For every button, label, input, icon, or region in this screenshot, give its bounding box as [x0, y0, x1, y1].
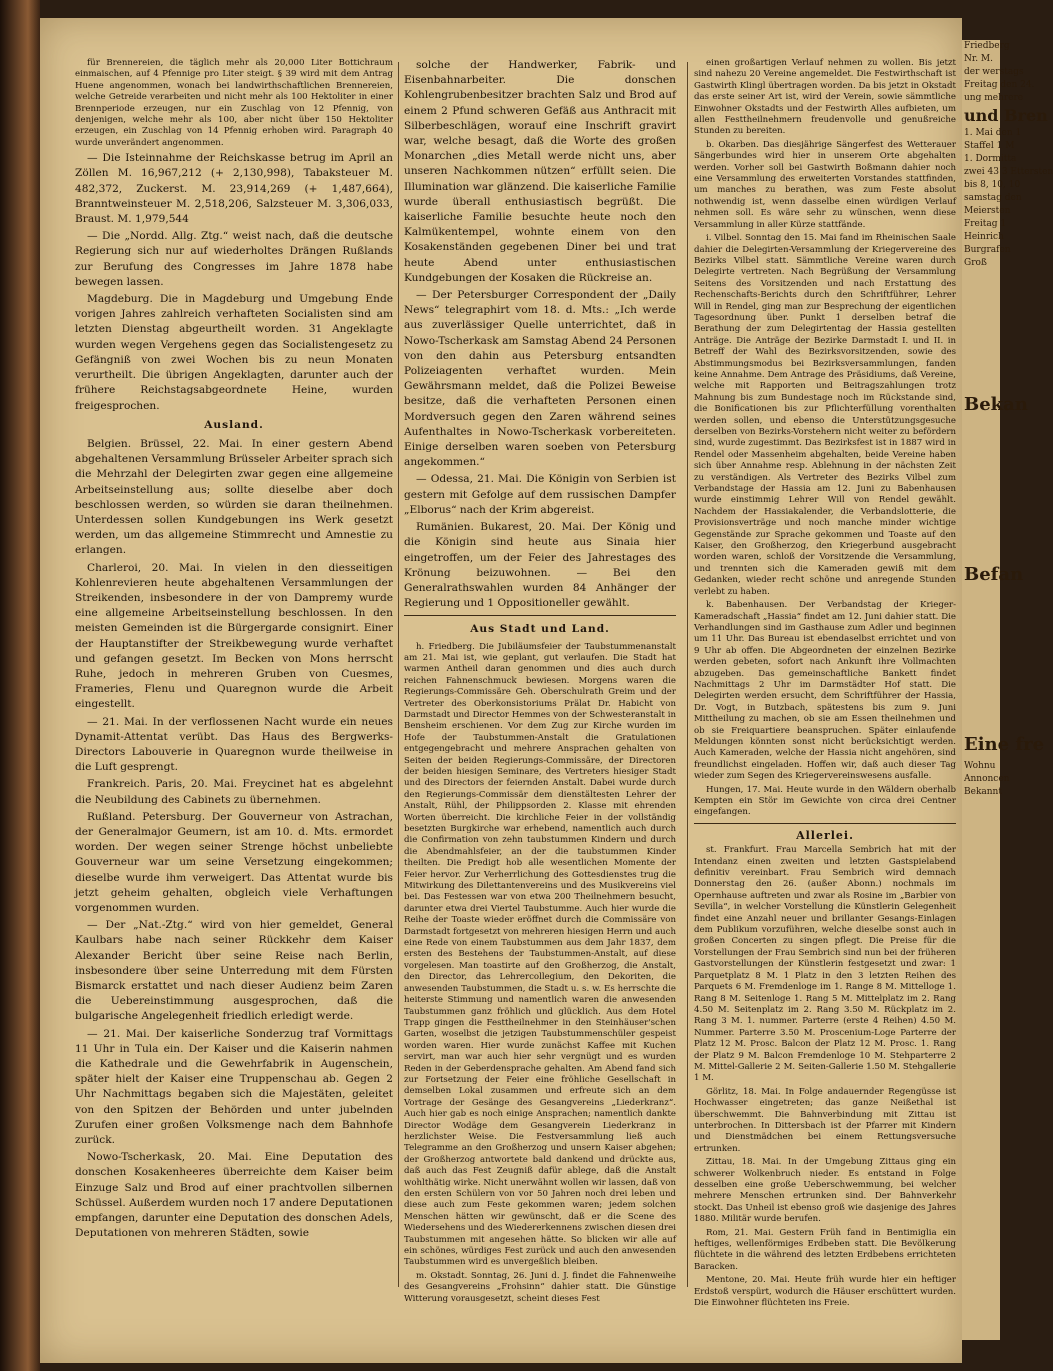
article-text: Zittau, 18. Mai. In der Umgebung Zittaus ging ein schwerer Wolkenbruch nieder. Es entstand in Folge desselben eine große Ueberschwemmung, bei welcher mehrere Menschen ertrunken sind. Der Bahnverkehr stockt. Das Unheil ist ebenso groß wie dasjenige des Jahres 1880. Militär wurde berufen.: [694, 1157, 956, 1225]
article-text: Frankreich. Paris, 20. Mai. Freycinet hat es abgelehnt die Neubildung des Cabinets zu übernehmen.: [75, 778, 393, 806]
article-text: Hungen, 17. Mai. Heute wurde in den Wäldern oberhalb Kempten ein Stör im Gewichte von circa drei Centner eingefangen.: [694, 784, 956, 818]
article-text: — 21. Mai. In der verflossenen Nacht wurde ein neues Dynamit-Attentat verübt. Das Haus des Bergwerks-Directors Labouverie in Quaregnon wurde theilweise in die Luft gesprengt.: [75, 715, 393, 774]
column-1: [75, 58, 393, 1243]
article-text: i. Vilbel. Sonntag den 15. Mai fand im Rheinischen Saale dahier die Delegirten-Versammlung der Kriegervereine des Bezirks Vilbel statt. Sämmtliche Vereine waren durch Delegirte vertreten. Nach Begrüßung der Versammlung Seitens des Vorsitzenden und nach Erstattung des Rechenschafts-Berichts durch den Schriftführer, Lehrer Will in Rendel, ging man zur Besprechung der eigentlichen Tagesordnung über. Punkt 1 derselben betraf die Berathung der zum Delegirtentag der Hassia gestellten Anträge. Die Anträge der Bezirke Darmstadt I. und II. in Betreff der Wahl des Bezirksvorsitzenden, sowie des Abstimmungsmodus bei Bezirksversammlungen, fanden keine Annahme. Dem Antrage des Präsidiums, daß Vereine, welche mit Rapporten und Beitragszahlungen trotz Mahnung bis zum Bundestage noch im Rückstande sind, die Bonificationen bis zur Pflichterfüllung vorenthalten werden sollen, und ebenso die Unterstützungsgesuche derselben von Bezirks-Vorstehern nicht weiter zu befördern sind, wurde zugestimmt. Das Bezirksfest ist in 1887 wird in Rendel oder Massenheim abgehalten, beide Vereine haben sich über Annahme resp. Ablehnung in der nächsten Zeit zu verständigen. Als Vertreter des Bezirks Vilbel zum Verbandstage der Hassia am 12. Juni zu Babenhausen wurde einstimmig Lehrer Will von Rendel gewählt. Nachdem der Hassiakalender, die Verbandslotterie, die Provisionsverträge und noch manche minder wichtige Gegenstände zur Sprache gekommen und Toaste auf den Kaiser, den Großherzog, den Kriegerbund ausgebracht worden waren, schloß der Vorsitzende die Versammlung, und trennten sich die Kameraden gewiß mit dem Gedanken, wieder recht schöne und anregende Stunden verlebt zu haben.: [694, 233, 956, 597]
article-text: — Odessa, 21. Mai. Die Königin von Serbien ist gestern mit Gefolge auf dem russischen Dampfer „Elborus“ nach der Krim abgereist.: [404, 473, 676, 516]
book-spine: [0, 0, 40, 1371]
margin-fragment: Burgrafen: [964, 245, 1011, 255]
margin-fragment: Friedberg: [964, 41, 1010, 51]
margin-fragment: Bekan: [964, 394, 1028, 415]
article-text: Rom, 21. Mai. Gestern Früh fand in Bentimiglia ein heftiges, wellenförmiges Erdbeben statt. Die Bevölkerung flüchtete in die während des letzten Erdbebens errichteten Baracken.: [694, 1227, 956, 1272]
margin-fragment: 1. Dormitta: [964, 154, 1017, 164]
margin-fragment: Freitag den 24.: [964, 80, 1035, 90]
adjacent-page-edge: [962, 40, 1053, 1340]
margin-fragment: Freitag 1: [964, 219, 1007, 229]
article-text: Charleroi, 20. Mai. In vielen in den diesseitigen Kohlenrevieren heute abgehaltenen Versammlungen der Streikenden, insbesondere in der von Dampremy wurde eine allgemeine Arbeitseinstellung beschlossen. In den meisten Gemeinden ist die Bürgergarde consignirt. Einer der Hauptanstifter der Streikbewegung wurde verhaftet und gefangen gesetzt. Im Becken von Mons herrscht Ruhe, jedoch in mehreren Gruben von Cuesmes, Frameries, Flenu und Quaregnon wurde die Arbeit eingestellt.: [75, 561, 393, 711]
article-text: solche der Handwerker, Fabrik- und Eisenbahnarbeiter. Die donschen Kohlengrubenbesitzer brachten Salz und Brod auf einem 2 Pfund schweren Gefäß aus Anthracit mit Silberbeschlägen, worauf eine Inschrift gravirt war, welche besagt, daß die Worte des großen Monarchen „dies Metall werde nicht uns, aber unseren Nachkommen nützen“ erfüllt seien. Die Illumination war glänzend. Die kaiserliche Familie wurde überall enthusiastisch begrüßt. Die kaiserliche Familie besuchte heute noch den Kalmükentempel, wohnte einem von den Kosakenständen gegebenen Diner bei und trat heute Abend unter enthusiastischen Kundgebungen der Kosaken die Rückreise an.: [404, 59, 676, 284]
article-text: Magdeburg. Die in Magdeburg und Umgebung Ende vorigen Jahres zahlreich verhafteten Socialisten sind am letzten Dienstag abgeurtheilt worden. 31 Angeklagte wurden wegen Vergehens gegen das Socialistengesetz zu Gefängniß von zwei Wochen bis zu neun Monaten verurtheilt. Die übrigen Angeklagten, darunter auch der frühere Reichstagsabgeordnete Heine, wurden freigesprochen.: [75, 293, 393, 412]
margin-fragment: 1. Mai den 1: [964, 128, 1022, 138]
article-text: Rumänien. Bukarest, 20. Mai. Der König und die Königin sind heute aus Sinaia hier eingetroffen, um der Feier des Jahrestages des Krönung beizuwohnen. — Bei den Generalrathswahlen wurden 84 Anhänger der Regierung und 1 Oppositioneller gewählt.: [404, 521, 676, 610]
article-text: k. Babenhausen. Der Verbandstag der Krieger-Kameradschaft „Hassia“ findet am 12. Juni dahier statt. Die Verhandlungen sind im Gasthause zum Adler und beginnen um 11 Uhr. Das Bureau ist ebendaselbst errichtet und von 9 Uhr ab offen. Die Abgeordneten der einzelnen Bezirke werden gebeten, sofort nach Ankunft ihre Vollmachten abzugeben. Das gemeinschaftliche Bankett findet Nachmittags 2 Uhr im Darmstädter Hof statt. Die Delegirten werden ersucht, dem Schriftführer der Hassia, Dr. Vogt, in Butzbach, spätestens bis zum 9. Juni Mittheilung zu machen, ob sie am Essen theilnehmen und ob sie Freiquartiere beanspruchen. Später einlaufende Meldungen könnten sonst nicht berücksichtigt werden. Auch Kameraden, welche der Hassia nicht angehören, sind freundlichst eingeladen. Hoffen wir, daß auch dieser Tag wieder zum Segen des Kriegervereinswesens ausfalle.: [694, 600, 956, 782]
margin-fragment: der werstags: [964, 67, 1024, 77]
column-divider: [398, 62, 399, 1287]
article-text: — Der Petersburger Correspondent der „Daily News“ telegraphirt vom 18. d. Mts.: „Ich werde aus zuverlässiger Quelle unterrichtet, daß in Nowo-Tscherkask am Samstag Abend 24 Personen von den dahin aus Petersburg entsandten Polizeiagenten verhaftet wurden. Mein Gewährsmann meldet, daß die Polizei Beweise besitze, daß die verhafteten Personen einen Mordversuch gegen den Zaren während seines Aufenthaltes in Nowo-Tscherkask vorbereiteten. Einige derselben waren soeben von Petersburg angekommen.“: [404, 289, 676, 469]
margin-fragment: Annoncen: [964, 774, 1010, 784]
margin-fragment: Nr. M.: [964, 54, 993, 64]
margin-fragment: Heinrich: [964, 232, 1004, 242]
margin-fragment: samstag den: [964, 193, 1022, 203]
article-text: b. Okarben. Das diesjährige Sängerfest des Wetterauer Sängerbundes wird hier in unserem Orte abgehalten werden. Vorher soll bei Gastwirth Boßmann dahier noch eine Versammlung des erweiterten Vorstandes stattfinden, um manches zu berathen, was zum Feste absolut nothwendig ist, wenn dasselbe einen würdigen Verlauf nehmen soll. Es wäre sehr zu wünschen, wenn diese Versammlung in aller Kürze stattfände.: [694, 139, 956, 230]
article-text: — Die Isteinnahme der Reichskasse betrug im April an Zöllen M. 16,967,212 (+ 2,130,998), Tabaksteuer M. 482,372, Zuckerst. M. 23,914,269 (+ 1,487,664), Branntweinsteuer M. 2,518,206, Salzsteuer M. 3,306,033, Braust. M. 1,979,544: [75, 152, 393, 226]
article-text: Nowo-Tscherkask, 20. Mai. Eine Deputation des donschen Kosakenheeres überreichte dem Kaiser beim Einzuge Salz und Brod auf einer prachtvollen silbernen Schüssel. Außerdem wurden noch 17 andere Deputationen empfangen, darunter eine Deputation des donschen Adels, Deputationen von mehreren Städten, sowie: [75, 1151, 393, 1240]
article-text: für Brennereien, die täglich mehr als 20,000 Liter Bottichraum einmaischen, auf 4 Pfennige pro Liter steigt. § 39 wird mit dem Antrag Huene angenommen, wonach bei landwirthschaftlichen Brennereien, welche Getreide verarbeiten und nicht mehr als 100 Hektoliter in einer Brennperiode erzeugen, nur ein Zuschlag von 12 Pfennig, von denjenigen, welche mehr als 100, aber nicht über 150 Hektoliter erzeugen, ein Zuschlag von 14 Pfennig erhoben wird. Paragraph 40 wurde unverändert angenommen.: [75, 58, 393, 148]
column-divider: [687, 62, 688, 1287]
margin-fragment: und Bren: [964, 106, 1048, 125]
article-text: st. Frankfurt. Frau Marcella Sembrich hat mit der Intendanz einen zweiten und letzten Gastspielabend definitiv vereinbart. Frau Sembrich wird demnach Donnerstag den 26. (außer Abonn.) nochmals im Opernhause auftreten und zwar als Rosine im „Barbier von Sevilla“, in welcher Vorstellung die Künstlerin Gelegenheit findet eine Anzahl neuer und brillanter Gesangs-Einlagen dem Publikum vorzuführen, welche dieselbe sonst auch in großen Concerten zu singen pflegt. Die Preise für die Vorstellungen der Frau Sembrich sind nun bei der früheren Gastvorstellungen der Künstlerin festgesetzt und zwar: 1 Parquetplatz 8 M. 1 Platz in den 3 letzten Reihen des Parquets 6 M. Fremdenloge im 1. Range 8 M. Mittelloge 1. Rang 8 M. Seitenloge 1. Rang 5 M. Mittelplatz im 2. Rang 4.50 M. Seitenplatz im 2. Rang 3.50 M. Rückplatz im 2. Rang 3 M. 1. nummer. Parterre (erste 4 Reihen) 4.50 M. Nummer. Parterre 3.50 M. Proscenium-Loge Parterre der Platz 12 M. Prosc. Balcon der Platz 12 M. Prosc. 1. Rang der Platz 9 M. Balcon Fremdenloge 10 M. Stehparterre 2 M. Mittel-Gallerie 2 M. Seiten-Gallerie 1.50 M. Stehgallerie 1 M.: [694, 845, 956, 1084]
margin-fragment: Eine fre: [964, 734, 1045, 755]
section-heading: Aus Stadt und Land.: [470, 623, 610, 636]
article-text: — 21. Mai. Der kaiserliche Sonderzug traf Vormittags 11 Uhr in Tula ein. Der Kaiser und die Kaiserin nahmen die Kathedrale und die Gewehrfabrik in Augenschein, später hielt der Kaiser eine Truppenschau ab. Gegen 2 Uhr Nachmittags begaben sich die Majestäten, geleitet von den Spitzen der Behörden und unter jubelnden Zurufen einer großen Volksmenge nach dem Bahnhofe zurück.: [75, 1027, 393, 1147]
article-text: einen großartigen Verlauf nehmen zu wollen. Bis jetzt sind nahezu 20 Vereine angemeldet. Die Festwirthschaft ist Gastwirth Klingl übertragen worden. Da bis jetzt in Okstadt das erste seiner Art ist, wird der Verein, sowie sämmtliche Einwohner Okstadts und der Festwirth Alles aufbieten, um allen Festtheilnehmern freudenvolle und genußreiche Stunden zu bereiten.: [694, 58, 956, 137]
margin-fragment: Groß: [964, 258, 987, 268]
article-text: Rußland. Petersburg. Der Gouverneur von Astrachan, der Generalmajor Geumern, ist am 10. d. Mts. ermordet worden. Der wegen seiner Strenge höchst unbeliebte Gouverneur war um seine Versetzung eingekommen; dieselbe wurde ihm verweigert. Das Attentat wurde bis jetzt geheim gehalten, obgleich viele Verhaftungen vorgenommen wurden.: [75, 810, 393, 914]
article-text: Görlitz, 18. Mai. In Folge andauernder Regengüsse ist Hochwasser eingetreten; das ganze Neißethal ist überschwemmt. Die Bahnverbindung mit Zittau ist unterbrochen. In Dittersbach ist der Pfarrer mit Kindern und Dienstmädchen bei einem Rettungsversuche ertrunken.: [694, 1086, 956, 1154]
margin-fragment: Befan: [964, 564, 1024, 585]
column-2: [404, 58, 676, 1307]
margin-fragment: bis 8, 10, 10: [964, 180, 1021, 190]
margin-fragment: Meiersten: [964, 206, 1011, 216]
section-rule: [404, 615, 676, 616]
article-text: — Der „Nat.-Ztg.“ wird von hier gemeldet, General Kaulbars habe nach seiner Rückkehr dem Kaiser Alexander Bericht über seine Reise nach Berlin, insbesondere über seine Unterredung mit dem Fürsten Bismarck erstattet und nach dieser Audienz beim Zaren die Uebereinstimmung ausgesprochen, daß die bulgarische Angelegenheit friedlich erledigt werde.: [75, 919, 393, 1023]
margin-fragment: Bekannt: [964, 787, 1002, 797]
article-text: h. Friedberg. Die Jubiläumsfeier der Taubstummenanstalt am 21. Mai ist, wie geplant, gut verlaufen. Die Stadt hat warmen Antheil daran genommen und dies auch durch reichen Fahnenschmuck bewiesen. Morgens waren die Regierungs-Commissäre Geh. Oberschulrath Greim und der Vertreter des Oberkonsistoriums Prälat Dr. Habicht von Darmstadt und Director Hemmes von der Schwesteranstalt in Bensheim erschienen. Vor dem Zug zur Kirche wurden im Hofe der Taubstummen-Anstalt die Gratulationen entgegengebracht und mehrere Ansprachen gehalten von Seiten der beiden Regierungs-Commissäre, der Directoren der beiden hiesigen Seminare, des Vertreters hiesiger Stadt und des Directors der feiernden Anstalt. Dabei wurde durch den Regierungs-Commissär dem dienstältesten Lehrer der Anstalt, Rühl, der Philippsorden 2. Klasse mit ehrenden Worten überreicht. Die kirchliche Feier in der vollständig besetzten Burgkirche war erhebend, namentlich auch durch die Confirmation von zehn taubstummen Kindern und durch die Abendmahlsfeier, an der die taubstummen Kinder theilten. Die Predigt hob alle wesentlichen Momente der Feier hervor. Zur Verherrlichung des Gottesdienstes trug die Mitwirkung des Dilettantenvereins und des Musikvereins viel bei. Das Festessen war von etwa 200 Theilnehmern besucht, darunter etwa drei Viertel Taubstumme. Auch hier wurde die Reihe der Toaste wieder eröffnet durch die Commissäre von Darmstadt fortgesetzt von mehreren hiesigen Herrn und auch eine Rede von einem Taubstummen aus dem Jahr 1837, dem ersten des Bestehens der Taubstummen-Anstalt, auf diese vorgelesen. Man toastirte auf den Großherzog, die Anstalt, den Director, das Lehrercollegium, den Dekoriten, die anwesenden Taubstummen, die Stadt u. s. w. Es herrschte die heiterste Stimmung und namentlich waren die anwesenden Taubstummen ganz fröhlich und glücklich. Aus dem Hotel Trapp gingen die Festtheilnehmer in den Steinhäuser'schen Garten, woselbst die jetzigen Taubstummenschüler gespeist worden waren. Hier wurde zunächst Kaffee mit Kuchen servirt, man war auch hier sehr vergnügt und es wurden Reden in der Geberdensprache gehalten. Am Abend fand sich zur Fortsetzung der Feier eine fröhliche Gesellschaft in demselben Lokal zusammen und erfreute sich an dem Vortrage der Gesänge des Gesangvereins „Liederkranz“. Auch hier gab es noch einige Ansprachen; namentlich dankte Director Wodäge dem Gesangverein Liederkranz in herzlichster Weise. Die Festversammlung ließ auch Telegramme an den Großherzog und unsern Kaiser abgehen; der Großherzog antwortete bald dankend und drückte aus, daß auch das Fest Zeugniß dafür ablege, daß die Anstalt wohlthätig wirke. Nicht unerwähnt wollen wir lassen, daß von den ersten Schülern von vor 50 Jahren noch drei leben und diese auch zum Feste gekommen waren; jedem solchen Menschen hätten wir gewünscht, daß er die Scene des Wiedersehens und des Wiedererkennens zwischen diesen drei Taubstummen mit angesehen hätte. So blicken wir alle auf ein schönes, würdiges Fest zurück und auch den anwesenden Taubstummen wird es unvergeßlich bleiben.: [404, 641, 676, 1268]
article-text: — Die „Nordd. Allg. Ztg.“ weist nach, daß die deutsche Regierung sich nur auf wiederholtes Drängen Rußlands zur Berufung des Congresses im Jahre 1878 habe bewegen lassen.: [75, 230, 393, 288]
article-text: m. Okstadt. Sonntag, 26. Juni d. J. findet die Fahnenweihe des Gesangvereins „Frohsinn“ dahier statt. Die Günstige Witterung vorausgesetzt, scheint dieses Fest: [404, 1270, 676, 1304]
margin-fragment: Wohnu: [964, 761, 996, 771]
article-text: Belgien. Brüssel, 22. Mai. In einer gestern Abend abgehaltenen Versammlung Brüsseler Arbeiter sprach sich die Mehrzahl der Delegirten zwar gegen eine allgemeine Arbeitseinstellung aus; sollte dieselbe aber doch beschlossen werden, so würden sie daran theilnehmen. Unterdessen sollen Kundgebungen ins Werk gesetzt werden, um das allgemeine Stimmrecht und Amnestie zu erlangen.: [75, 437, 393, 557]
section-rule: [694, 823, 956, 824]
section-heading: Ausland.: [204, 418, 264, 431]
margin-fragment: ung mehrere: [964, 93, 1024, 103]
margin-fragment: Staffel 1 M: [964, 141, 1015, 151]
section-heading: Allerlei.: [796, 828, 854, 842]
article-text: Mentone, 20. Mai. Heute früh wurde hier ein heftiger Erdstoß verspürt, wodurch die Häuser erschüttert wurden. Die Einwohner flüchteten ins Freie.: [694, 1275, 956, 1309]
margin-fragment: zwei 43 3 Ettersten: [964, 167, 1053, 177]
column-3: [694, 58, 956, 1311]
